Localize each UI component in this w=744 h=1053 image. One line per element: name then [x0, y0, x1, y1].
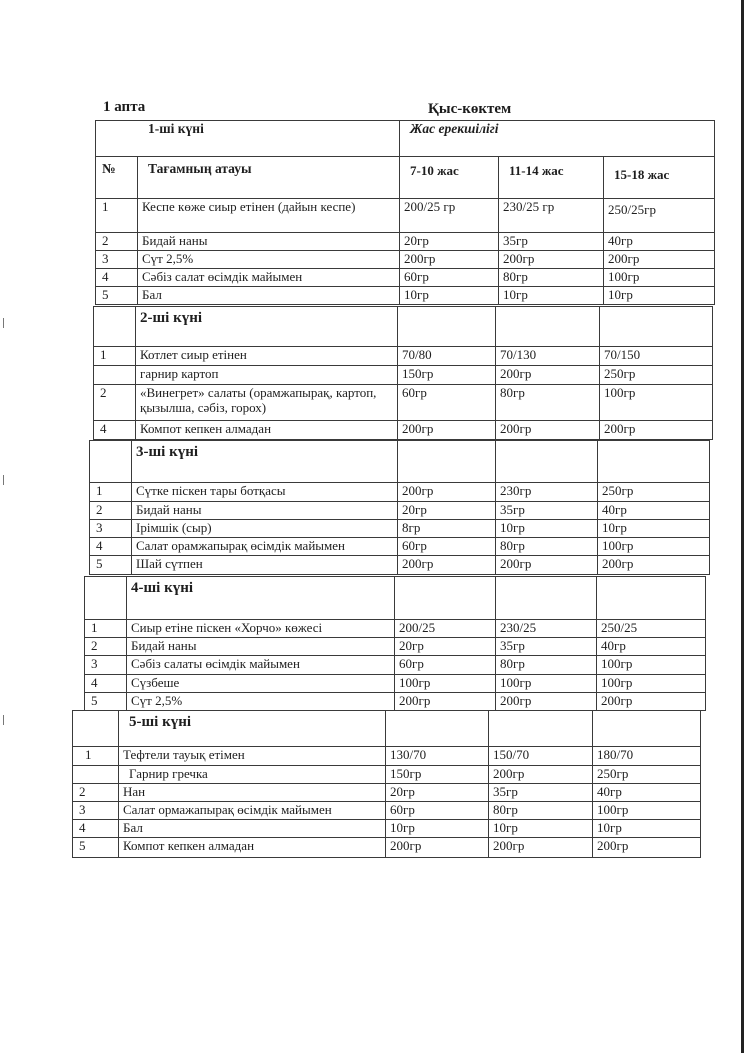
row-age3: 200гр	[600, 421, 713, 440]
row-num	[73, 766, 119, 784]
row-age3: 100гр	[600, 385, 713, 421]
row-name: Сүт 2,5%	[138, 251, 400, 269]
row-age2: 200гр	[499, 251, 604, 269]
row-age1: 60гр	[398, 385, 496, 421]
table-row	[73, 802, 701, 820]
table-row	[73, 784, 701, 802]
row-age2: 150/70	[489, 747, 593, 766]
row-num: 4	[94, 421, 136, 440]
row-num: 5	[73, 838, 119, 858]
day1-title: 1-ші күні	[96, 121, 400, 157]
row-age1: 60гр	[398, 538, 496, 556]
row-name: Сәбіз салаты өсімдік майымен	[127, 656, 395, 675]
row-name: Компот кепкен алмадан	[119, 838, 386, 858]
row-num: 1	[73, 747, 119, 766]
row-age2: 200гр	[496, 366, 600, 385]
row-age2: 200гр	[489, 766, 593, 784]
row-age1: 200гр	[398, 556, 496, 575]
row-num: 5	[90, 556, 132, 575]
row-age1: 20гр	[386, 784, 489, 802]
row-name: Компот кепкен алмадан	[136, 421, 398, 440]
row-age1: 100гр	[395, 675, 496, 693]
row-num: 4	[73, 820, 119, 838]
table-row	[85, 656, 706, 675]
row-num: 3	[85, 656, 127, 675]
row-age1: 60гр	[386, 802, 489, 820]
table-row	[90, 520, 710, 538]
table-row	[85, 620, 706, 638]
row-age2: 80гр	[496, 656, 597, 675]
row-age2: 100гр	[496, 675, 597, 693]
row-age1: 10гр	[386, 820, 489, 838]
row-age1: 60гр	[395, 656, 496, 675]
row-name: гарнир картоп	[136, 366, 398, 385]
row-age3: 10гр	[604, 287, 715, 305]
row-age3: 40гр	[597, 638, 706, 656]
table-row	[90, 483, 710, 502]
row-num: 1	[96, 199, 138, 233]
row-age3: 70/150	[600, 347, 713, 366]
row-age2: 230/25 гр	[499, 199, 604, 233]
row-age3: 40гр	[604, 233, 715, 251]
row-age3: 250гр	[600, 366, 713, 385]
row-age3: 200гр	[593, 838, 701, 858]
row-name: Котлет сиыр етінен	[136, 347, 398, 366]
col-age3-header: 15-18 жас	[604, 157, 715, 199]
row-name: Кеспе көже сиыр етінен (дайын кеспе)	[138, 199, 400, 233]
day5-table	[72, 710, 701, 858]
row-age3: 250/25гр	[604, 199, 715, 233]
row-name: Бидай наны	[127, 638, 395, 656]
row-num: 3	[96, 251, 138, 269]
row-name: Шай сүтпен	[132, 556, 398, 575]
row-age1: 200гр	[400, 251, 499, 269]
row-num: 2	[85, 638, 127, 656]
table-row	[90, 502, 710, 520]
day2-title: 2-ші күні	[136, 307, 398, 347]
row-name: Тефтели тауық етімен	[119, 747, 386, 766]
col-age1-header: 7-10 жас	[400, 157, 499, 199]
table-row	[96, 287, 715, 305]
week-label: 1 апта	[103, 99, 146, 115]
row-age1: 200гр	[398, 421, 496, 440]
row-name: Сүтке піскен тары ботқасы	[132, 483, 398, 502]
row-age2: 35гр	[496, 502, 598, 520]
row-age1: 20гр	[395, 638, 496, 656]
row-num: 1	[94, 347, 136, 366]
row-age3: 10гр	[593, 820, 701, 838]
row-name: Нан	[119, 784, 386, 802]
season-label: Қыс-көктем	[428, 101, 512, 117]
row-age3: 100гр	[597, 656, 706, 675]
row-age2: 230гр	[496, 483, 598, 502]
day3-table	[89, 440, 710, 575]
row-num: 2	[73, 784, 119, 802]
table-row	[96, 199, 715, 233]
row-name: Бидай наны	[132, 502, 398, 520]
row-name: «Винегрет» салаты (орамжапырақ, картоп, қызылша, сәбіз, горох)	[136, 385, 398, 421]
row-age2: 10гр	[496, 520, 598, 538]
scan-mark	[3, 318, 4, 328]
row-num: 2	[90, 502, 132, 520]
row-age3: 200гр	[598, 556, 710, 575]
row-num: 2	[96, 233, 138, 251]
row-age2: 200гр	[496, 556, 598, 575]
row-age3: 250/25	[597, 620, 706, 638]
row-age3: 100гр	[598, 538, 710, 556]
day4-title: 4-ші күні	[127, 577, 395, 620]
row-age3: 10гр	[598, 520, 710, 538]
row-num: 4	[85, 675, 127, 693]
row-age1: 200гр	[398, 483, 496, 502]
row-num: 4	[96, 269, 138, 287]
row-name: Салат орамжапырақ өсімдік майымен	[132, 538, 398, 556]
row-name: Бидай наны	[138, 233, 400, 251]
row-age3: 200гр	[604, 251, 715, 269]
row-age1: 70/80	[398, 347, 496, 366]
row-age1: 200гр	[386, 838, 489, 858]
table-row	[96, 269, 715, 287]
table-row	[96, 251, 715, 269]
row-age2: 35гр	[489, 784, 593, 802]
row-name: Сүзбеше	[127, 675, 395, 693]
row-age1: 8гр	[398, 520, 496, 538]
row-age2: 10гр	[499, 287, 604, 305]
table-row	[94, 385, 713, 421]
day3-title: 3-ші күні	[132, 441, 398, 483]
table-row	[73, 820, 701, 838]
table-row	[90, 556, 710, 575]
row-age3: 200гр	[597, 693, 706, 711]
row-num: 2	[94, 385, 136, 421]
row-age2: 200гр	[496, 693, 597, 711]
row-num: 4	[90, 538, 132, 556]
row-age1: 20гр	[400, 233, 499, 251]
table-row	[73, 747, 701, 766]
row-age2: 80гр	[489, 802, 593, 820]
table-row	[96, 233, 715, 251]
row-age2: 230/25	[496, 620, 597, 638]
row-age2: 80гр	[496, 538, 598, 556]
day5-title: 5-ші күні	[119, 711, 386, 747]
row-name: Ірімшік (сыр)	[132, 520, 398, 538]
row-num: 5	[85, 693, 127, 711]
day1-table	[95, 156, 715, 305]
row-age2: 200гр	[489, 838, 593, 858]
table-row	[85, 675, 706, 693]
row-name: Сәбіз салат өсімдік майымен	[138, 269, 400, 287]
col-num-header: №	[96, 157, 138, 199]
row-name: Сүт 2,5%	[127, 693, 395, 711]
day2-table	[93, 306, 713, 440]
row-age3: 250гр	[598, 483, 710, 502]
row-age1: 200/25 гр	[400, 199, 499, 233]
row-age3: 100гр	[593, 802, 701, 820]
row-age1: 150гр	[386, 766, 489, 784]
row-name: Сиыр етіне піскен «Хорчо» көжесі	[127, 620, 395, 638]
table-row	[73, 766, 701, 784]
row-age3: 180/70	[593, 747, 701, 766]
table-row	[90, 538, 710, 556]
row-name: Гарнир гречка	[119, 766, 386, 784]
row-age2: 35гр	[499, 233, 604, 251]
row-age2: 10гр	[489, 820, 593, 838]
row-age2: 200гр	[496, 421, 600, 440]
row-age3: 100гр	[597, 675, 706, 693]
row-num: 1	[90, 483, 132, 502]
age-group-label: Жас ерекшілігі	[400, 121, 715, 157]
row-name: Бал	[119, 820, 386, 838]
row-num: 1	[85, 620, 127, 638]
table-row	[85, 693, 706, 711]
table-row	[73, 838, 701, 858]
row-age2: 70/130	[496, 347, 600, 366]
row-num	[94, 366, 136, 385]
table-row	[94, 421, 713, 440]
col-name-header: Тағамның атауы	[138, 157, 400, 199]
header-table	[95, 120, 715, 157]
table-row	[94, 366, 713, 385]
row-num: 3	[73, 802, 119, 820]
row-age1: 200/25	[395, 620, 496, 638]
row-age1: 200гр	[395, 693, 496, 711]
row-age2: 80гр	[496, 385, 600, 421]
row-age2: 80гр	[499, 269, 604, 287]
row-name: Бал	[138, 287, 400, 305]
table-row	[85, 638, 706, 656]
col-age2-header: 11-14 жас	[499, 157, 604, 199]
row-age2: 35гр	[496, 638, 597, 656]
row-age3: 250гр	[593, 766, 701, 784]
row-num: 3	[90, 520, 132, 538]
row-age1: 150гр	[398, 366, 496, 385]
row-age1: 20гр	[398, 502, 496, 520]
row-age1: 10гр	[400, 287, 499, 305]
row-age1: 130/70	[386, 747, 489, 766]
row-age3: 40гр	[598, 502, 710, 520]
row-age1: 60гр	[400, 269, 499, 287]
scan-mark	[3, 715, 4, 725]
row-age3: 100гр	[604, 269, 715, 287]
row-age3: 40гр	[593, 784, 701, 802]
table-row	[94, 347, 713, 366]
day4-table	[84, 576, 706, 711]
row-name: Салат ормажапырақ өсімдік майымен	[119, 802, 386, 820]
scan-mark	[3, 475, 4, 485]
row-num: 5	[96, 287, 138, 305]
